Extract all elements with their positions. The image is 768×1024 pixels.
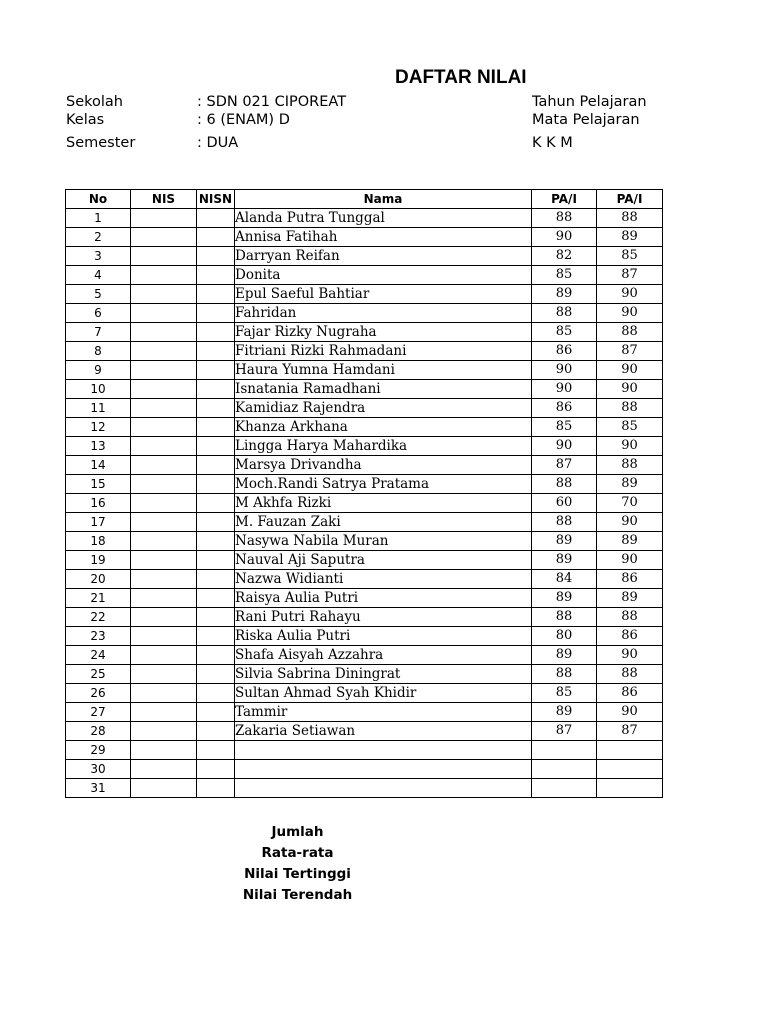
header-no: No [66, 190, 131, 209]
cell-pa1: 82 [532, 247, 597, 266]
cell-nisn [197, 380, 235, 399]
table-row [66, 323, 663, 342]
cell-nis [131, 589, 197, 608]
summary-nilai-terendah: Nilai Terendah [242, 887, 353, 903]
table-row [66, 304, 663, 323]
cell-nama [235, 741, 532, 760]
cell-no: 20 [66, 570, 131, 589]
table-row [66, 665, 663, 684]
cell-pa1 [532, 741, 597, 760]
cell-pa1: 85 [532, 684, 597, 703]
semester-label: Semester [66, 135, 136, 151]
table-row [66, 703, 663, 722]
cell-nama: Darryan Reifan [235, 247, 532, 266]
cell-nisn [197, 285, 235, 304]
cell-nama: Fajar Rizky Nugraha [235, 323, 532, 342]
cell-no: 15 [66, 475, 131, 494]
cell-pa1: 88 [532, 665, 597, 684]
cell-pa2: 87 [597, 266, 663, 285]
cell-nisn [197, 456, 235, 475]
cell-nis [131, 209, 197, 228]
cell-pa1: 88 [532, 608, 597, 627]
cell-no: 18 [66, 532, 131, 551]
table-row [66, 570, 663, 589]
table-body [66, 209, 663, 798]
cell-pa2: 89 [597, 475, 663, 494]
cell-pa1: 60 [532, 494, 597, 513]
cell-nis [131, 741, 197, 760]
cell-no: 10 [66, 380, 131, 399]
cell-nisn [197, 665, 235, 684]
cell-pa2: 90 [597, 285, 663, 304]
cell-pa2: 88 [597, 209, 663, 228]
cell-pa1: 86 [532, 399, 597, 418]
cell-nis [131, 285, 197, 304]
cell-nisn [197, 342, 235, 361]
cell-no: 24 [66, 646, 131, 665]
table-row [66, 646, 663, 665]
cell-nisn [197, 323, 235, 342]
cell-nis [131, 494, 197, 513]
table-row [66, 494, 663, 513]
cell-pa1: 89 [532, 532, 597, 551]
cell-pa1: 90 [532, 437, 597, 456]
cell-no: 22 [66, 608, 131, 627]
cell-nisn [197, 570, 235, 589]
cell-nisn [197, 437, 235, 456]
cell-nis [131, 304, 197, 323]
cell-pa1: 88 [532, 304, 597, 323]
cell-nis [131, 399, 197, 418]
cell-nisn [197, 247, 235, 266]
cell-no: 29 [66, 741, 131, 760]
table-row [66, 532, 663, 551]
cell-nisn [197, 589, 235, 608]
cell-pa2: 90 [597, 703, 663, 722]
cell-nis [131, 760, 197, 779]
cell-pa1: 89 [532, 551, 597, 570]
cell-nama: Annisa Fatihah [235, 228, 532, 247]
cell-pa2: 87 [597, 722, 663, 741]
cell-nama: M. Fauzan Zaki [235, 513, 532, 532]
cell-nis [131, 380, 197, 399]
sekolah-label: Sekolah [66, 94, 123, 110]
cell-pa2: 88 [597, 665, 663, 684]
cell-nama: Fahridan [235, 304, 532, 323]
cell-pa2: 87 [597, 342, 663, 361]
cell-pa1 [532, 779, 597, 798]
cell-nis [131, 513, 197, 532]
cell-pa2 [597, 760, 663, 779]
cell-no: 31 [66, 779, 131, 798]
cell-nama [235, 760, 532, 779]
cell-no: 11 [66, 399, 131, 418]
cell-no: 17 [66, 513, 131, 532]
cell-pa1: 80 [532, 627, 597, 646]
cell-pa2 [597, 741, 663, 760]
cell-nama: Marsya Drivandha [235, 456, 532, 475]
cell-nama: Riska Aulia Putri [235, 627, 532, 646]
cell-nis [131, 779, 197, 798]
cell-nis [131, 361, 197, 380]
cell-nis [131, 551, 197, 570]
cell-nis [131, 703, 197, 722]
header-nama: Nama [235, 190, 532, 209]
cell-no: 13 [66, 437, 131, 456]
cell-nisn [197, 741, 235, 760]
cell-no: 12 [66, 418, 131, 437]
cell-pa2: 90 [597, 551, 663, 570]
cell-no: 3 [66, 247, 131, 266]
cell-nis [131, 266, 197, 285]
cell-no: 25 [66, 665, 131, 684]
table-row [66, 608, 663, 627]
cell-nama: Rani Putri Rahayu [235, 608, 532, 627]
header-pa2: PA/I [597, 190, 663, 209]
table-row [66, 722, 663, 741]
cell-nisn [197, 475, 235, 494]
cell-pa2: 70 [597, 494, 663, 513]
semester-value: : DUA [197, 135, 239, 151]
cell-pa1: 88 [532, 513, 597, 532]
cell-pa2: 89 [597, 589, 663, 608]
header-nis: NIS [131, 190, 197, 209]
mata-pelajaran-label: Mata Pelajaran [532, 112, 640, 128]
table-row [66, 285, 663, 304]
cell-pa2: 90 [597, 361, 663, 380]
cell-no: 30 [66, 760, 131, 779]
cell-nis [131, 570, 197, 589]
cell-nis [131, 684, 197, 703]
cell-nisn [197, 209, 235, 228]
summary-rata-rata: Rata-rata [261, 845, 334, 861]
table-row [66, 741, 663, 760]
kelas-value: : 6 (ENAM) D [197, 112, 290, 128]
cell-nisn [197, 513, 235, 532]
cell-nis [131, 228, 197, 247]
cell-pa1: 90 [532, 380, 597, 399]
cell-nis [131, 247, 197, 266]
cell-nama: Nauval Aji Saputra [235, 551, 532, 570]
cell-pa1: 89 [532, 285, 597, 304]
cell-nama: Sultan Ahmad Syah Khidir [235, 684, 532, 703]
cell-pa1: 89 [532, 646, 597, 665]
cell-nisn [197, 779, 235, 798]
header-nisn: NISN [197, 190, 235, 209]
cell-nis [131, 608, 197, 627]
cell-no: 21 [66, 589, 131, 608]
cell-pa1: 85 [532, 266, 597, 285]
cell-pa2 [597, 779, 663, 798]
kkm-label: K K M [532, 135, 573, 151]
cell-nisn [197, 532, 235, 551]
cell-nama: Zakaria Setiawan [235, 722, 532, 741]
cell-pa1: 88 [532, 209, 597, 228]
sekolah-value: : SDN 021 CIPOREAT [197, 94, 347, 110]
table-row [66, 399, 663, 418]
cell-nis [131, 342, 197, 361]
table-row [66, 551, 663, 570]
cell-pa2: 90 [597, 513, 663, 532]
cell-pa2: 90 [597, 646, 663, 665]
cell-nis [131, 722, 197, 741]
table-row [66, 342, 663, 361]
cell-no: 19 [66, 551, 131, 570]
cell-nisn [197, 608, 235, 627]
cell-pa1: 84 [532, 570, 597, 589]
cell-nama: Isnatania Ramadhani [235, 380, 532, 399]
cell-nisn [197, 703, 235, 722]
cell-pa1: 89 [532, 589, 597, 608]
cell-nama: Silvia Sabrina Diningrat [235, 665, 532, 684]
cell-nisn [197, 627, 235, 646]
cell-no: 9 [66, 361, 131, 380]
cell-nis [131, 456, 197, 475]
cell-pa2: 88 [597, 608, 663, 627]
cell-nama: Alanda Putra Tunggal [235, 209, 532, 228]
cell-nama: Moch.Randi Satrya Pratama [235, 475, 532, 494]
cell-pa2: 86 [597, 627, 663, 646]
cell-nisn [197, 494, 235, 513]
cell-pa1: 86 [532, 342, 597, 361]
table-row [66, 418, 663, 437]
cell-nama: M Akhfa Rizki [235, 494, 532, 513]
cell-pa1: 88 [532, 475, 597, 494]
page-title: DAFTAR NILAI [395, 67, 527, 88]
cell-nama: Shafa Aisyah Azzahra [235, 646, 532, 665]
cell-no: 1 [66, 209, 131, 228]
cell-nisn [197, 418, 235, 437]
cell-nis [131, 532, 197, 551]
cell-nis [131, 665, 197, 684]
cell-no: 14 [66, 456, 131, 475]
table-row [66, 437, 663, 456]
table-header-row [66, 190, 663, 209]
cell-pa2: 86 [597, 684, 663, 703]
cell-no: 7 [66, 323, 131, 342]
cell-pa1: 90 [532, 228, 597, 247]
cell-nisn [197, 361, 235, 380]
header-pa1: PA/I [532, 190, 597, 209]
cell-nis [131, 323, 197, 342]
cell-nama: Fitriani Rizki Rahmadani [235, 342, 532, 361]
table-row [66, 266, 663, 285]
cell-no: 23 [66, 627, 131, 646]
cell-pa1 [532, 760, 597, 779]
cell-no: 5 [66, 285, 131, 304]
table-row [66, 361, 663, 380]
cell-pa1: 89 [532, 703, 597, 722]
cell-nisn [197, 266, 235, 285]
cell-nis [131, 437, 197, 456]
cell-pa2: 90 [597, 380, 663, 399]
cell-nama: Nazwa Widianti [235, 570, 532, 589]
table-row [66, 760, 663, 779]
cell-nis [131, 627, 197, 646]
cell-pa2: 86 [597, 570, 663, 589]
cell-nama: Kamidiaz Rajendra [235, 399, 532, 418]
cell-nisn [197, 760, 235, 779]
table-row [66, 228, 663, 247]
cell-nisn [197, 722, 235, 741]
cell-pa2: 90 [597, 304, 663, 323]
cell-no: 16 [66, 494, 131, 513]
cell-no: 2 [66, 228, 131, 247]
kelas-label: Kelas [66, 112, 105, 128]
cell-pa2: 90 [597, 437, 663, 456]
cell-pa2: 89 [597, 228, 663, 247]
summary-nilai-tertinggi: Nilai Tertinggi [244, 866, 351, 882]
cell-nama: Tammir [235, 703, 532, 722]
cell-nisn [197, 646, 235, 665]
table-row [66, 627, 663, 646]
cell-pa1: 87 [532, 722, 597, 741]
cell-nama: Raisya Aulia Putri [235, 589, 532, 608]
cell-no: 27 [66, 703, 131, 722]
cell-nama: Lingga Harya Mahardika [235, 437, 532, 456]
cell-no: 26 [66, 684, 131, 703]
cell-pa1: 87 [532, 456, 597, 475]
cell-nis [131, 475, 197, 494]
cell-no: 8 [66, 342, 131, 361]
cell-nama: Khanza Arkhana [235, 418, 532, 437]
cell-nisn [197, 228, 235, 247]
cell-pa1: 85 [532, 418, 597, 437]
table-row [66, 380, 663, 399]
cell-no: 28 [66, 722, 131, 741]
cell-pa2: 88 [597, 323, 663, 342]
cell-pa1: 90 [532, 361, 597, 380]
cell-pa2: 89 [597, 532, 663, 551]
cell-nama: Donita [235, 266, 532, 285]
table-row [66, 475, 663, 494]
table-row [66, 247, 663, 266]
table-row [66, 209, 663, 228]
cell-pa2: 85 [597, 418, 663, 437]
cell-no: 6 [66, 304, 131, 323]
cell-pa2: 88 [597, 399, 663, 418]
tahun-pelajaran-label: Tahun Pelajaran [532, 94, 647, 110]
table-row [66, 589, 663, 608]
cell-nama: Haura Yumna Hamdani [235, 361, 532, 380]
cell-nama: Nasywa Nabila Muran [235, 532, 532, 551]
table-row [66, 456, 663, 475]
cell-nisn [197, 399, 235, 418]
cell-nama: Epul Saeful Bahtiar [235, 285, 532, 304]
table-row [66, 513, 663, 532]
cell-no: 4 [66, 266, 131, 285]
table-row [66, 779, 663, 798]
cell-nisn [197, 684, 235, 703]
cell-nis [131, 418, 197, 437]
cell-nama [235, 779, 532, 798]
cell-nisn [197, 551, 235, 570]
cell-pa2: 85 [597, 247, 663, 266]
cell-pa1: 85 [532, 323, 597, 342]
table-row [66, 684, 663, 703]
cell-nisn [197, 304, 235, 323]
grades-table [65, 189, 663, 798]
cell-pa2: 88 [597, 456, 663, 475]
summary-jumlah: Jumlah [271, 824, 324, 840]
cell-nis [131, 646, 197, 665]
